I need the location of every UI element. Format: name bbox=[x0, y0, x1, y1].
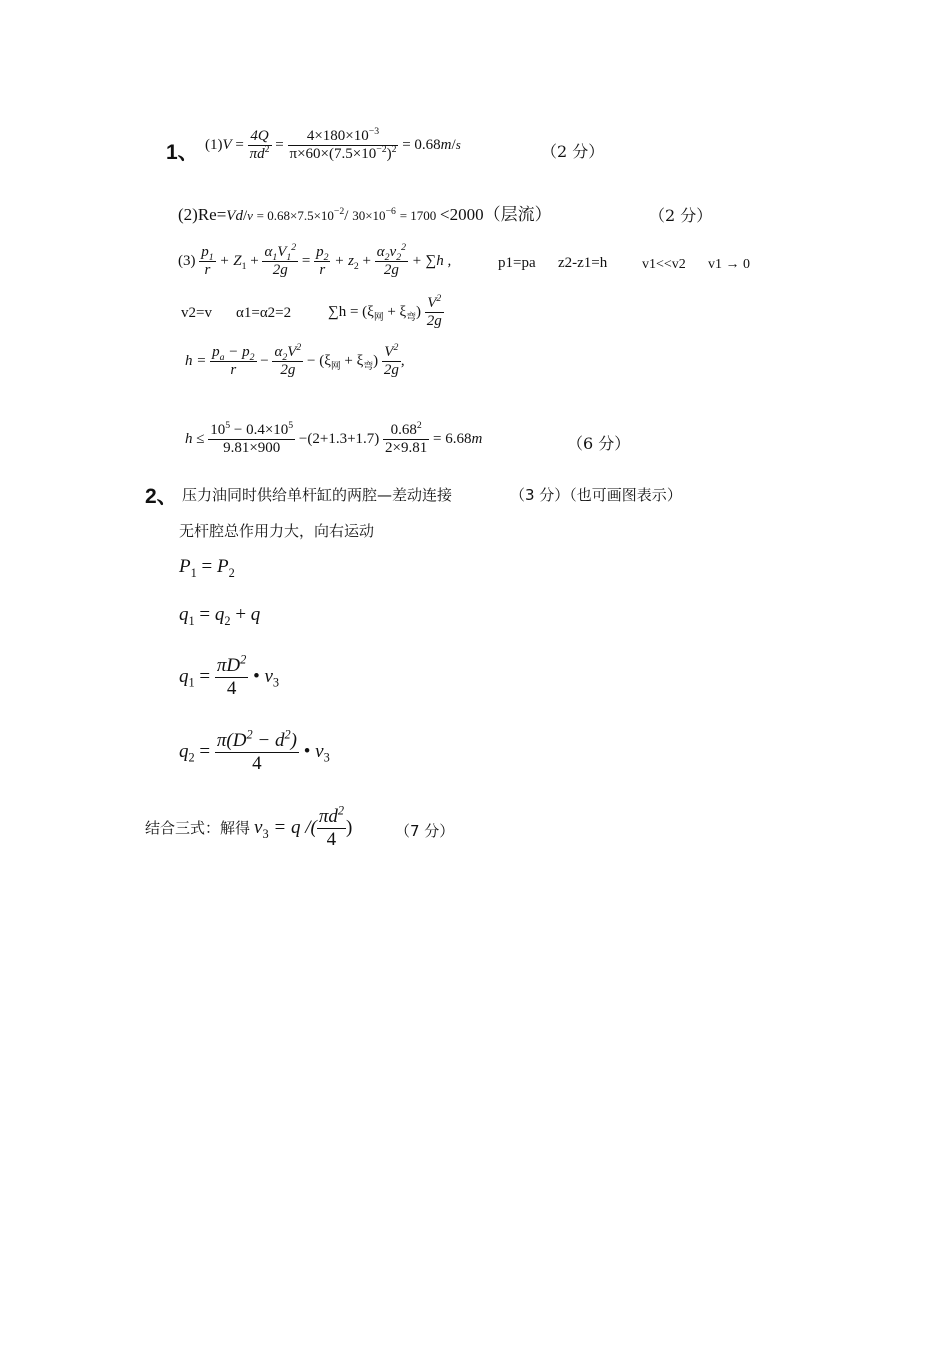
q1-part3-bernoulli: (3) $\frac{p_1}{r}$ + $Z_1$ + $\frac{\alpha_1V_1^2}{2g}$ = $\frac{p_2}{r}$ + $z_2$ + $\frac{\alpha_2v_2^2}{2g}$ + ∑h , bbox=[178, 242, 452, 278]
q2-conclusion: 结合三式：解得 $v_3 = q$ /( $\frac{\pi d^2}{4}$ ) bbox=[145, 803, 353, 850]
reynolds-comparison: <2000（层流） bbox=[440, 205, 552, 224]
condition-elevation: z2-z1=h bbox=[558, 255, 608, 271]
eq-pressure-equal: $P_1 = P_2$ bbox=[179, 556, 235, 580]
condition-v2: v2=v bbox=[181, 305, 212, 321]
eq-flow-sum: $q_1 = q_2 + q$ bbox=[179, 604, 261, 628]
part1-label: (1) bbox=[205, 136, 223, 153]
score-part1: （2 分） bbox=[541, 142, 605, 161]
eq-flow-q1: $q_1$ = $\frac{\pi D^2}{4}$ • $v_3$ bbox=[179, 652, 280, 699]
question-number-2: 2、 bbox=[145, 485, 178, 508]
score-q2: （7 分） bbox=[395, 822, 455, 840]
height-expression: h = $\frac{p_a - p_2}{r}$ − $\frac{\alpha_2V^2}{2g}$ − $(\xi_网 + \xi_弯)$ $\frac{V^2}{2g}$ , bbox=[185, 342, 405, 378]
q1-part1-equation: (1)V = $\frac{4Q}{\pi d^2}$ = $\frac{4\times 180\times 10^{-3}}{\pi\times 60\times(7.5\times 10^{-2})^2}$ = 0.68m/s bbox=[205, 126, 461, 162]
fraction-numeric-velocity: $\frac{4\times 180\times 10^{-3}}{\pi\times 60\times(7.5\times 10^{-2})^2}$ bbox=[289, 126, 397, 162]
q1-part2-equation: $(2)Re=Vd/v = 0.68\times 7.5\times 10^{-2}/$ $30\times 10^{-6} = 1700 <2000$（层流） bbox=[178, 205, 552, 224]
q2-direction: 无杆腔总作用力大，向右运动 bbox=[179, 522, 375, 540]
fraction-4q-over-pid2: $\frac{4Q}{\pi d^2}$ bbox=[249, 128, 270, 162]
q2-score-line1: （3 分）（也可画图表示） bbox=[510, 486, 682, 504]
q2-statement: 压力油同时供给单杆缸的两腔—差动连接 bbox=[182, 486, 453, 504]
height-inequality: h ≤ $\frac{10^5 - 0.4\times 10^5}{9.81\times 900}$ −(2+1.3+1.7) $\frac{0.68^2}{2\times 9.81}$ = 6.68m bbox=[185, 420, 483, 456]
loss-sum-expression: $\sum h = (\xi_网 + \xi_弯)$ $\frac{V^2}{2g}$ bbox=[328, 293, 442, 329]
score-part3: （6 分） bbox=[567, 434, 631, 453]
question-number-1: 1、 bbox=[166, 141, 199, 164]
velocity-result: = 0.68 bbox=[402, 136, 441, 153]
eq-flow-q2: $q_2$ = $\frac{\pi(D^2 - d^2)}{4}$ • $v_3$ bbox=[179, 727, 330, 774]
score-part2: （2 分） bbox=[649, 206, 713, 225]
condition-pressure: p1=pa bbox=[498, 255, 536, 271]
velocity-symbol: V bbox=[222, 136, 232, 153]
condition-velocity: v1<<v2 bbox=[642, 257, 686, 272]
condition-alpha: α1=α2=2 bbox=[236, 305, 292, 321]
condition-v1-zero: v1 → 0 bbox=[708, 257, 750, 272]
